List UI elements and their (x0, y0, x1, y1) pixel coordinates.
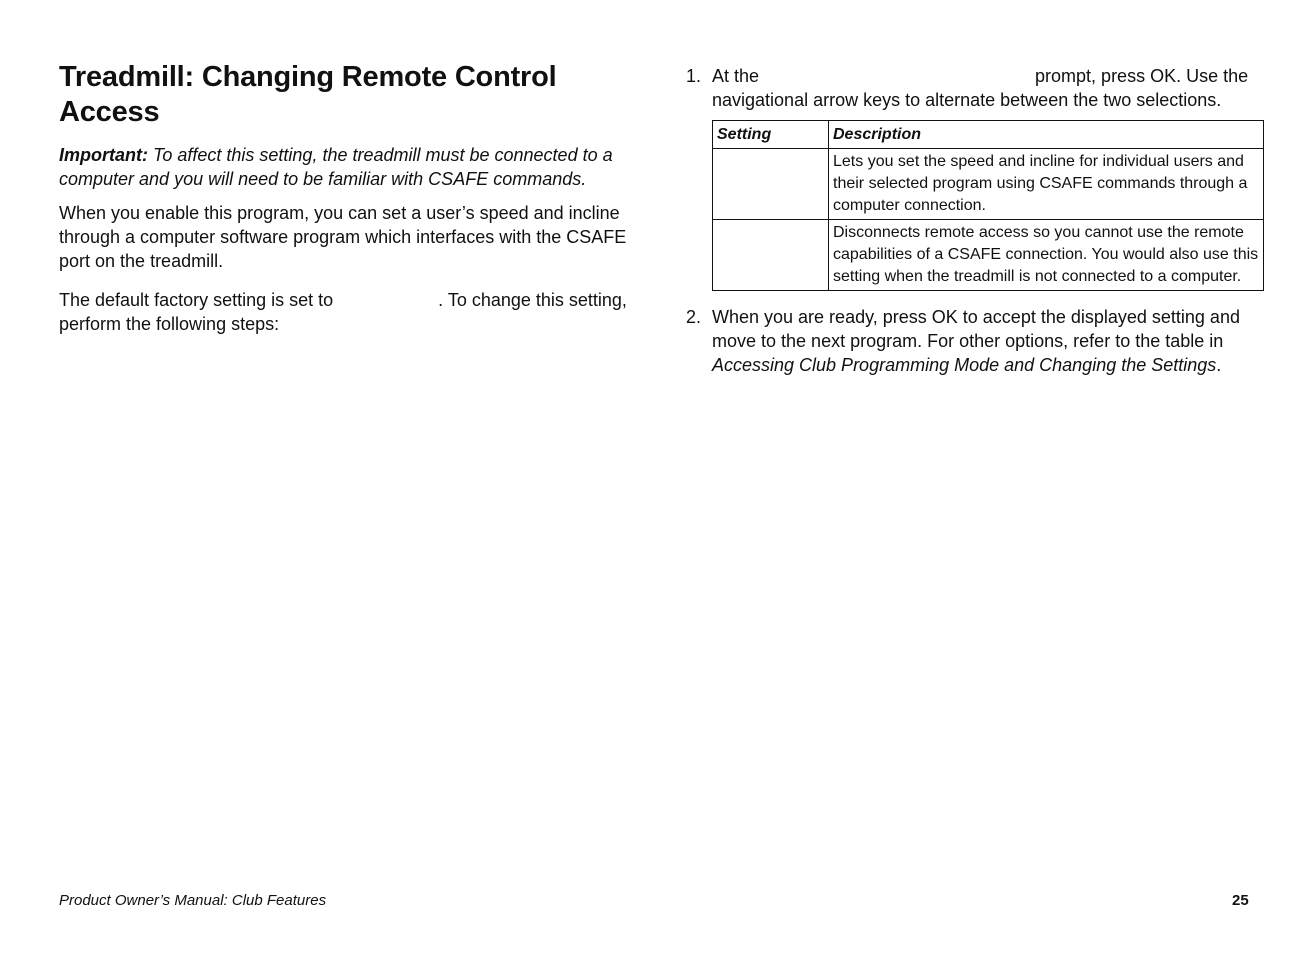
setting-cell (713, 220, 829, 291)
step-2-number: 2. (686, 307, 702, 327)
important-text: To affect this setting, the treadmill must be connected to a computer and you will need to be familiar with CSAFE commands. (59, 145, 613, 189)
step-2 (686, 305, 1266, 377)
step-1-number: 1. (686, 66, 702, 86)
footer-manual-title: Product Owner’s Manual: Club Features (59, 892, 327, 909)
important-note (59, 143, 629, 191)
right-column (686, 64, 1266, 377)
step-1-after: prompt, press OK. Use the navigational arrow keys to alternate between the two selections. (712, 66, 1249, 110)
step-2-text: When you are ready, press OK to accept the displayed setting and move to the next program. For other options, refer to the table in (712, 307, 1240, 351)
default-setting-after: . To change this setting, perform the following steps: (59, 290, 627, 334)
table-row (713, 149, 1264, 220)
description-cell: Lets you set the speed and incline for individual users and their selected program using CSAFE commands through a computer connection. (829, 149, 1264, 220)
important-label: Important: (59, 145, 148, 165)
setting-cell (713, 149, 829, 220)
page-number: 25 (1232, 892, 1249, 909)
header-description: Description (829, 121, 1264, 149)
default-setting-paragraph (59, 288, 629, 336)
cross-reference-link: Accessing Club Programming Mode and Changing the Settings (712, 355, 1217, 375)
step-2-end: . (1216, 355, 1222, 375)
settings-table (712, 120, 1264, 291)
header-setting: Setting (713, 121, 829, 149)
intro-paragraph: When you enable this program, you can set a user’s speed and incline through a computer software program which interfaces with the CSAFE port on the treadmill. (59, 203, 627, 271)
description-cell: Disconnects remote access so you cannot use the remote capabilities of a CSAFE connection. You would also use this setting when the treadmill is not connected to a computer. (829, 220, 1264, 291)
default-setting-before: The default factory setting is set to (59, 290, 334, 310)
table-header-row (713, 121, 1264, 149)
page-title: Treadmill: Changing Remote Control Access (59, 61, 557, 128)
left-column (59, 60, 629, 336)
step-1-before: At the (712, 66, 760, 86)
table-row (713, 220, 1264, 291)
step-1 (686, 64, 1266, 112)
